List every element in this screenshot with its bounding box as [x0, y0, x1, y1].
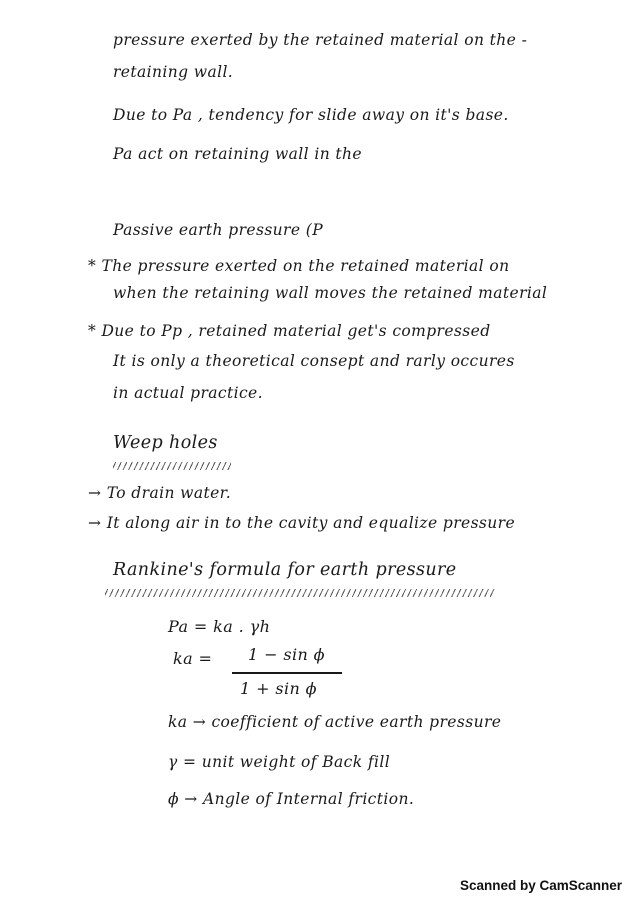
text-line-drain-water: → To drain water. [88, 484, 232, 502]
definition-ka: ka → coefficient of active earth pressure [168, 713, 502, 731]
fraction-bar [232, 672, 342, 674]
text-line-pressure-exerted: pressure exerted by the retained material on the - [113, 31, 528, 49]
formula-ka-label: ka = [173, 649, 213, 668]
text-line-pa-act: Pa act on retaining wall in the [113, 145, 363, 163]
camscanner-footer: Scanned by CamScanner [459, 878, 622, 893]
text-line-passive-bullet-2: * Due to Pp , retained material get's compressed [88, 322, 491, 340]
formula-pa: Pa = ka . γh [168, 617, 271, 636]
text-line-theoretical: It is only a theoretical consept and rarly occures [113, 352, 515, 370]
text-line-retaining-wall: retaining wall. [113, 63, 234, 81]
text-line-passive-heading: Passive earth pressure (P [113, 221, 324, 239]
heading-rankine-formula: Rankine's formula for earth pressure [113, 560, 457, 580]
formula-ka-numerator: 1 − sin ϕ [248, 645, 325, 664]
text-line-passive-bullet-1: * The pressure exerted on the retained material on [88, 257, 510, 275]
text-line-passive-bullet-1-cont: when the retaining wall moves the retained material [113, 284, 548, 302]
formula-ka-denominator: 1 + sin ϕ [240, 679, 317, 698]
definition-gamma: γ = unit weight of Back fill [168, 753, 391, 771]
text-line-due-to-pa: Due to Pa , tendency for slide away on it's base. [113, 106, 509, 124]
text-line-actual-practice: in actual practice. [113, 384, 263, 402]
weep-holes-underline [113, 462, 231, 470]
text-line-air-cavity: → It along air in to the cavity and equalize pressure [88, 514, 516, 532]
heading-weep-holes: Weep holes [113, 433, 218, 453]
rankine-underline [105, 589, 495, 597]
definition-phi: ϕ → Angle of Internal friction. [168, 790, 415, 808]
